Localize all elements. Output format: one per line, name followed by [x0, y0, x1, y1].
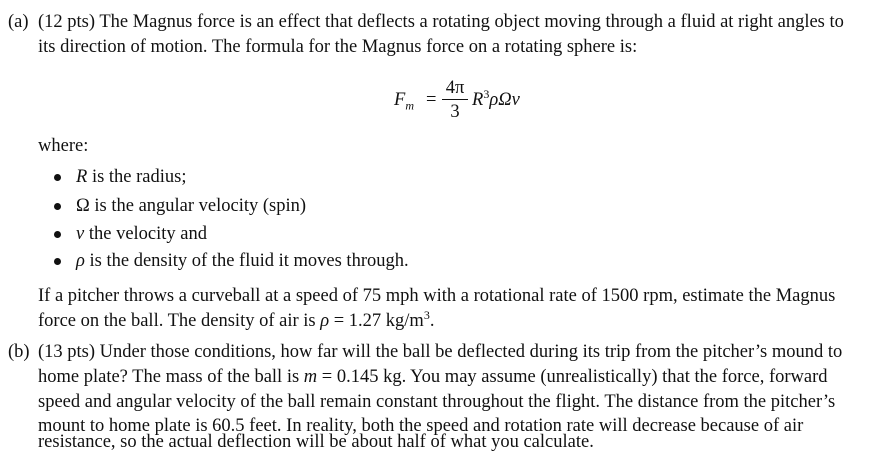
bullet-dot — [54, 258, 61, 265]
part-b-line-2: home plate? The mass of the ball is m = 0.145 kg. You may assume (unrealistically) that the force, forward — [38, 367, 828, 387]
magnus-formula — [394, 76, 594, 124]
where-label: where: — [38, 136, 89, 156]
bullet-item-density: ρ is the density of the fluid it moves through. — [76, 251, 409, 271]
bullet-dot — [54, 231, 61, 238]
part-b-line-4: mount to home plate is 60.5 feet. In reality, both the speed and rotation rate will decrease because of air — [38, 416, 804, 436]
formula-lhs: $F_m$ — [394, 90, 414, 113]
part-b-line-3: speed and angular velocity of the ball remain constant throughout the flight. The distance from the pitcher’s — [38, 392, 836, 412]
part-a-label: (a) — [8, 12, 29, 32]
formula-denominator: 3 — [450, 102, 460, 122]
question-a-line-1: If a pitcher throws a curveball at a speed of 75 mph with a rotational rate of 1500 rpm, estimate the Magnus — [38, 286, 836, 306]
part-a-line-1: (12 pts) The Magnus force is an effect that deflects a rotating object moving through a fluid at right angles to — [38, 12, 844, 32]
bullet-dot — [54, 203, 61, 210]
bullet-dot — [54, 174, 61, 181]
formula-equals: = — [426, 90, 437, 110]
bullet-item-angular-velocity: Ω is the angular velocity (spin) — [76, 196, 307, 216]
bullet-item-velocity: v the velocity and — [76, 224, 207, 244]
part-b-line-5: resistance, so the actual deflection will be about half of what you calculate. — [38, 432, 594, 452]
formula-rhs: $R^3\rho\Omega v$ — [472, 86, 520, 110]
part-a-line-2: its direction of motion. The formula for the Magnus force on a rotating sphere is: — [38, 37, 638, 57]
question-a-line-2: force on the ball. The density of air is ρ = 1.27 $kg/m^3$. — [38, 307, 435, 331]
formula-numerator: 4π — [445, 78, 465, 98]
part-b-line-1: (13 pts) Under those conditions, how far will the ball be deflected during its trip from the pitcher’s mound to — [38, 342, 843, 362]
bullet-item-radius: R is the radius; — [76, 167, 187, 187]
part-b-label: (b) — [8, 342, 30, 362]
